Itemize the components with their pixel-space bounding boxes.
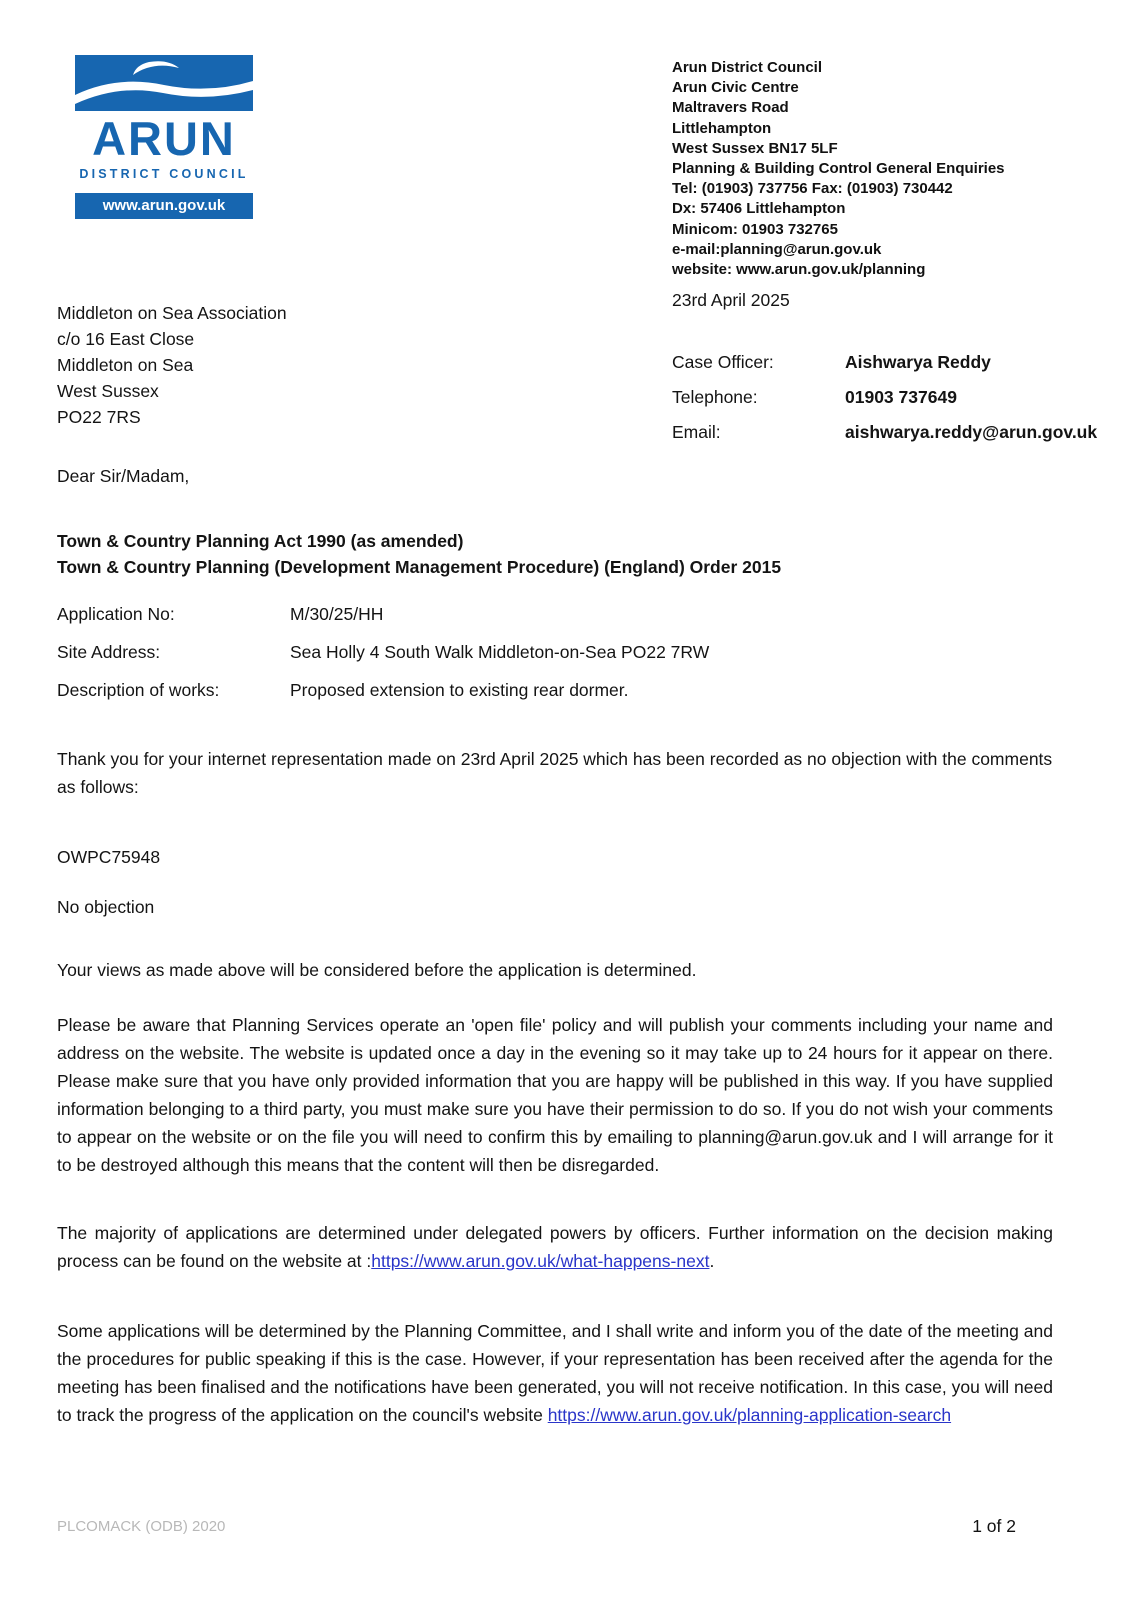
site-address-value: Sea Holly 4 South Walk Middleton-on-Sea PO22 7RW xyxy=(290,642,710,662)
page-number: 1 of 2 xyxy=(972,1516,1016,1536)
logo-website: www.arun.gov.uk xyxy=(75,193,253,219)
application-no-row xyxy=(57,604,1053,625)
email-value: aishwarya.reddy@arun.gov.uk xyxy=(845,422,1098,442)
telephone-label: Telephone: xyxy=(672,387,758,407)
header-line: Tel: (01903) 737756 Fax: (01903) 730442 xyxy=(672,180,953,198)
recipient-address xyxy=(57,300,287,430)
application-no-value: M/30/25/HH xyxy=(290,604,384,624)
case-details xyxy=(672,352,1097,457)
description-value: Proposed extension to existing rear dormer. xyxy=(290,680,629,700)
application-details xyxy=(57,604,1053,701)
letter-body xyxy=(57,462,1053,1429)
description-row xyxy=(57,680,1053,701)
letter-date: 23rd April 2025 xyxy=(672,290,790,310)
delegated-powers-text: The majority of applications are determined under delegated powers by officers. Further information on the decision making process can be found on the website at : xyxy=(57,1223,1053,1271)
footer-document-ref: PLCOMACK (ODB) 2020 xyxy=(57,1518,226,1535)
council-contact-block xyxy=(672,58,1005,280)
open-file-policy-paragraph: Please be aware that Planning Services operate an 'open file' policy and will publish your comments including your name and address on the website. The website is updated once a day in the evening so it may take up to 24 hours for it appear on there. Please make sure that you have only provided information that you are happy will be published in this way. If you have supplied information belonging to a third party, you must make sure you have their permission to do so. If you do not wish your comments to appear on the website or on the file you will need to confirm this by emailing to planning@arun.gov.uk and I will arrange for it to be destroyed although this means that the content will then be disregarded. xyxy=(57,1015,1053,1175)
email-label: Email: xyxy=(672,422,721,442)
header-line: Arun Civic Centre xyxy=(672,79,799,97)
telephone-row xyxy=(672,387,1097,408)
recipient-line: Middleton on Sea xyxy=(57,355,194,375)
logo-subtitle: DISTRICT COUNCIL xyxy=(79,167,249,181)
representation-ref: OWPC75948 xyxy=(57,847,161,867)
header-line: Dx: 57406 Littlehampton xyxy=(672,200,846,218)
header-line: Minicom: 01903 732765 xyxy=(672,220,838,238)
recipient-line: c/o 16 East Close xyxy=(57,329,195,349)
delegated-powers-paragraph xyxy=(57,1219,1053,1275)
subject-heading xyxy=(57,528,1053,580)
views-paragraph: Your views as made above will be considered before the application is determined. xyxy=(57,960,697,980)
telephone-value: 01903 737649 xyxy=(845,387,957,407)
delegated-powers-text-end: . xyxy=(709,1251,715,1271)
header-line: West Sussex BN17 5LF xyxy=(672,139,838,157)
header-line: Maltravers Road xyxy=(672,99,789,117)
thank-you-paragraph: Thank you for your internet representation made on 23rd April 2025 which has been recorded as no objection with the comments as follows: xyxy=(57,749,1053,797)
what-happens-next-link[interactable]: https://www.arun.gov.uk/what-happens-next xyxy=(371,1251,710,1271)
site-address-row xyxy=(57,642,1053,663)
recipient-line: West Sussex xyxy=(57,381,159,401)
case-officer-row xyxy=(672,352,1097,373)
comment-text: No objection xyxy=(57,897,155,917)
header-line: Littlehampton xyxy=(672,119,772,137)
planning-committee-text: Some applications will be determined by the Planning Committee, and I shall write and inform you of the date of the meeting and the procedures for public speaking if this is the case. However, if your representation has been received after the agenda for the meeting has been finalised and the notifications have been generated, you will not receive notification. In this case, you will need to track the progress of the application on the council's website xyxy=(57,1321,1053,1425)
header-line: e-mail:planning@arun.gov.uk xyxy=(672,240,882,258)
site-address-label: Site Address: xyxy=(57,642,161,662)
email-row xyxy=(672,422,1097,443)
recipient-line: Middleton on Sea Association xyxy=(57,303,287,323)
header-line: Arun District Council xyxy=(672,59,823,76)
recipient-line: PO22 7RS xyxy=(57,407,141,427)
header-line: Planning & Building Control General Enquiries xyxy=(672,160,1005,178)
description-label: Description of works: xyxy=(57,680,220,700)
planning-committee-paragraph xyxy=(57,1317,1053,1429)
planning-application-search-link[interactable]: https://www.arun.gov.uk/planning-application-search xyxy=(547,1405,952,1425)
case-officer-value: Aishwarya Reddy xyxy=(845,352,991,372)
case-officer-label: Case Officer: xyxy=(672,352,774,372)
council-logo xyxy=(75,55,253,219)
header-line: website: www.arun.gov.uk/planning xyxy=(672,261,926,279)
application-no-label: Application No: xyxy=(57,604,175,624)
waves-icon xyxy=(75,55,253,111)
subject-line-1: Town & Country Planning Act 1990 (as amended) xyxy=(57,531,464,551)
logo-name: ARUN xyxy=(92,112,236,165)
subject-line-2: Town & Country Planning (Development Management Procedure) (England) Order 2015 xyxy=(57,557,782,577)
salutation: Dear Sir/Madam, xyxy=(57,466,190,486)
